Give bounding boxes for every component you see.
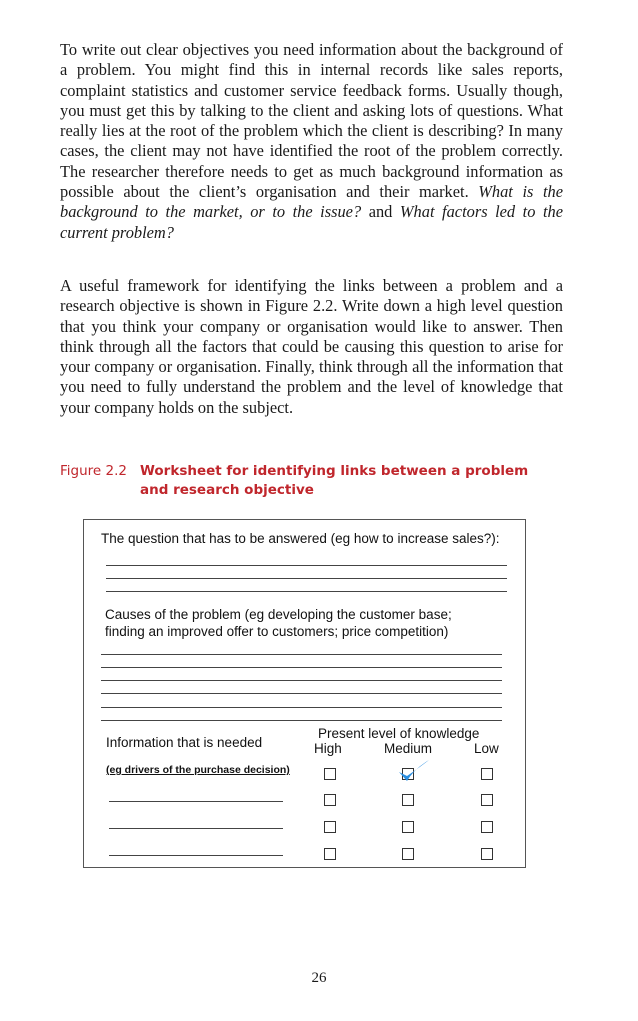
knowledge-header: Present level of knowledge xyxy=(318,726,480,741)
checkbox-high[interactable] xyxy=(324,768,336,780)
causes-label-line2: finding an improved offer to customers; price competition) xyxy=(105,624,449,639)
info-answer-line[interactable] xyxy=(109,828,283,829)
checkbox-low[interactable] xyxy=(481,848,493,860)
paragraph-framework: A useful framework for identifying the links between a problem and a research objective is shown in Figure 2.2. Write down a high level question that you think your company or organisation would like to answer. Then think through all the factors that could be causing this question to arise for your company or organisation. Finally, think through all the information that you need to fully understand the problem and the level of knowledge that your company holds on the subject. xyxy=(60,276,563,417)
causes-answer-line[interactable] xyxy=(101,680,502,681)
question-answer-line[interactable] xyxy=(106,578,507,579)
question-answer-line[interactable] xyxy=(106,565,507,566)
info-answer-line[interactable] xyxy=(109,801,283,802)
question-prompt: The question that has to be answered (eg how to increase sales?): xyxy=(101,531,500,546)
italic-question-2: What factors led to the current problem? xyxy=(60,202,563,242)
example-info-item: (eg drivers of the purchase decision) xyxy=(106,764,290,776)
checkbox-high[interactable] xyxy=(324,821,336,833)
question-answer-line[interactable] xyxy=(106,591,507,592)
checkbox-low[interactable] xyxy=(481,821,493,833)
level-low: Low xyxy=(474,741,499,756)
figure-title: Worksheet for identifying links between a problem and research objective xyxy=(140,463,529,498)
causes-answer-line[interactable] xyxy=(101,667,502,668)
checkbox-high[interactable] xyxy=(324,848,336,860)
causes-answer-line[interactable] xyxy=(101,720,502,721)
level-medium: Medium xyxy=(384,741,433,756)
checkbox-low[interactable] xyxy=(481,768,493,780)
paragraph-text: To write out clear objectives you need information about the background of a problem. You might find this in internal records like sales reports, complaint statistics and customer service feedback forms. Usually though, you must get this by talking to the client and asking lots of questions. What really lies at the root of the problem which the client is describing? In many cases, the client may not have identified the root of the problem correctly. The researcher therefore needs to get as much background information as possible about the client’s organisation and their market. xyxy=(60,40,563,202)
causes-answer-line[interactable] xyxy=(101,707,502,708)
paragraph-background xyxy=(60,40,563,243)
worksheet-figure xyxy=(83,519,526,868)
info-needed-label: Information that is needed xyxy=(106,735,263,750)
page-number: 26 xyxy=(311,970,327,986)
figure-number: Figure 2.2 xyxy=(60,463,127,479)
italic-question-1: What is the background to the market, or to the issue? xyxy=(60,182,563,222)
checkbox-low[interactable] xyxy=(481,794,493,806)
causes-label-line1: Causes of the problem (eg developing the customer base; xyxy=(105,607,452,622)
paragraph-connector: and xyxy=(361,202,400,222)
checkbox-medium[interactable] xyxy=(402,848,414,860)
causes-answer-line[interactable] xyxy=(101,654,502,655)
checkbox-medium[interactable] xyxy=(402,821,414,833)
checkbox-high[interactable] xyxy=(324,794,336,806)
causes-answer-line[interactable] xyxy=(101,693,502,694)
checkbox-medium[interactable] xyxy=(402,794,414,806)
info-answer-line[interactable] xyxy=(109,855,283,856)
checkmark-icon xyxy=(397,759,431,785)
level-high: High xyxy=(314,741,342,756)
